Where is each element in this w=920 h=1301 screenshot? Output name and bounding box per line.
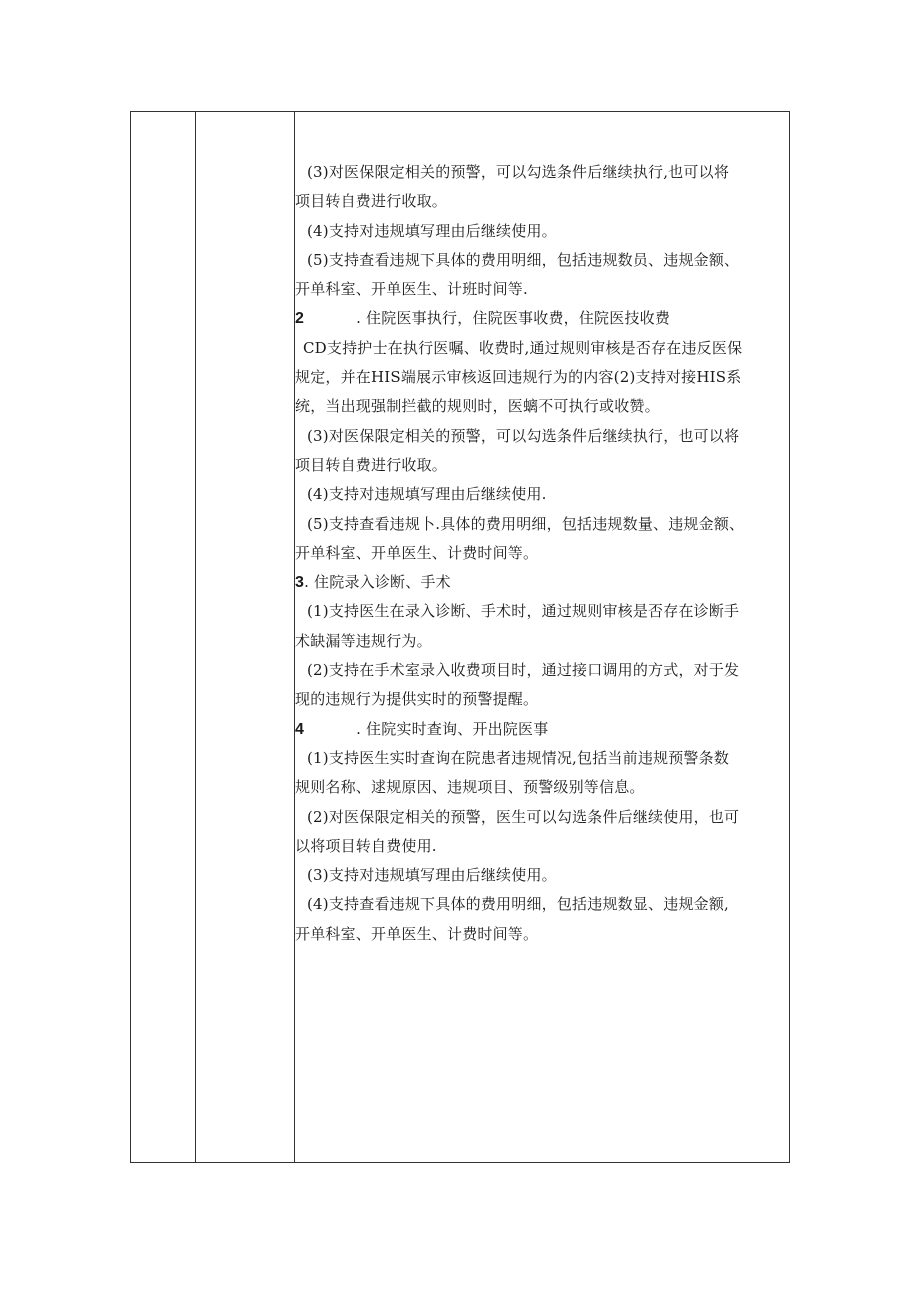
- paragraph-line: 项目转自费进行收取。: [295, 455, 448, 474]
- paragraph-line: (4)支持查看违规下具体的费用明细，包括违规数显、违规金额,: [307, 895, 730, 914]
- paragraph-line: 规则名称、逑规原因、违规项目、预警级别等信息。: [295, 778, 645, 797]
- section-heading-3: [295, 568, 789, 597]
- paragraph-line: 以将项目转自费使用.: [295, 836, 437, 855]
- paragraph-line: 项目转自费进行收取。: [295, 192, 448, 211]
- paragraph-line: 规定，并在HIS端展示审核返回违规行为的内容(2)支持对接HIS系: [295, 368, 742, 387]
- section-heading-2: [295, 304, 789, 333]
- section-title: . 住院医事执行，住院医事收费，住院医技收费: [356, 309, 671, 328]
- paragraph-line: CD支持护士在执行医嘱、收费时,通过规则审核是否存在违反医保: [303, 338, 743, 357]
- paragraph-line: (5)支持查看违规下具体的费用明细，包括违规数员、违规金额、: [307, 250, 740, 269]
- paragraph-line: (3)支持对违规填写理由后继续使用。: [307, 866, 557, 885]
- section-number: 4: [295, 720, 305, 738]
- table-content-cell: [295, 112, 789, 1162]
- paragraph-line: (4)支持对违规填写理由后继续使用.: [307, 485, 547, 504]
- section-number: 3: [295, 574, 305, 592]
- section-heading-4: [295, 715, 789, 744]
- requirements-table: [130, 111, 790, 1163]
- paragraph-line: 开单科室、开单医生、计费时间等。: [295, 924, 539, 943]
- column-divider-1: [195, 112, 196, 1162]
- paragraph-line: 开单科室、开单医生、计班时间等.: [295, 280, 528, 299]
- paragraph-line: (3)对医保限定相关的预警，可以勾选条件后继续执行，也可以将: [307, 426, 740, 445]
- paragraph-line: (2)支持在手术室录入收费项目时，通过接口调用的方式，对于发: [307, 661, 740, 680]
- section-number: 2: [295, 310, 305, 328]
- paragraph-line: 现的违规行为提供实时的预警提醒。: [295, 690, 539, 709]
- paragraph-line: (2)对医保限定相关的预警，医生可以勾选条件后继续使用，也可: [307, 807, 740, 826]
- paragraph-line: 开单科室、开单医生、计费时间等。: [295, 543, 539, 562]
- section-title: . 住院录入诊断、手术: [304, 573, 451, 592]
- section-title: . 住院实时查询、开出院医事: [356, 719, 549, 738]
- paragraph-line: (1)支持医生在录入诊断、手术时，通过规则审核是否存在诊断手: [307, 602, 740, 621]
- paragraph-line: (4)支持对违规填写理由后继续使用。: [307, 221, 557, 240]
- paragraph-line: (1)支持医生实时查询在院患者违规情况,包括当前违规预警条数: [307, 748, 730, 767]
- paragraph-line: 统，当出现强制拦截的规则时，医螭不可执行或收赞。: [295, 397, 660, 416]
- paragraph-line: 术缺漏等违规行为。: [295, 631, 432, 650]
- paragraph-line: (5)支持查看违规卜.具体的费用明细，包括违规数量、违规金额、: [307, 514, 745, 533]
- paragraph-line: (3)对医保限定相关的预警，可以勾选条件后继续执行,也可以将: [307, 163, 730, 181]
